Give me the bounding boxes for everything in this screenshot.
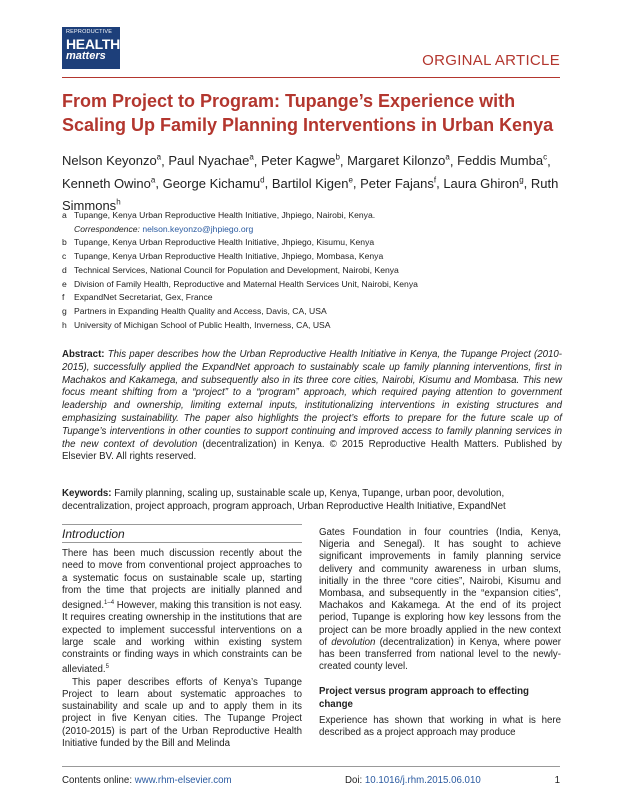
left-column — [62, 524, 302, 750]
author-affiliation-mark: b — [335, 153, 340, 162]
abstract-label: Abstract: — [62, 349, 105, 360]
article-title: From Project to Program: Tupange’s Experience with Scaling Up Family Planning Interventions in Urban Kenya — [62, 91, 554, 135]
author-name: Ruth Simmons$^h$ — [62, 175, 559, 213]
author-name: Margaret Kilonzo$^a$ — [347, 153, 450, 169]
doi-link[interactable]: 10.1016/j.rhm.2015.06.010 — [364, 775, 481, 786]
author-affiliation-mark: a — [156, 153, 162, 162]
affiliation-item: b Tupange, Kenya Urban Reproductive Health Initiative, Jhpiego, Kisumu, Kenya — [62, 237, 375, 248]
section-label: ORGINAL ARTICLE — [422, 52, 560, 69]
author-name: Peter Fajans$^f$ — [360, 175, 437, 191]
affiliation-item: a Tupange, Kenya Urban Reproductive Health Initiative, Jhpiego, Nairobi, Kenya. — [62, 210, 376, 220]
logo-line-3: matters — [66, 49, 106, 62]
author-affiliation-mark: a — [150, 175, 156, 185]
footer-url-link[interactable]: www.rhm-elsevier.com — [134, 775, 232, 786]
footer-contents: Contents online: www.rhm-elsevier.com — [62, 775, 232, 786]
author-name: Nelson Keyonzo$^a$ — [62, 153, 162, 169]
footer-rule — [62, 766, 560, 767]
author-affiliation-mark: f — [433, 175, 437, 185]
intro-paragraph-2: This paper describes efforts of Kenya’s Tupange Project to learn about systematic approaches to sustainability and scale up and to apply them in its project in five Kenyan cities. The Tupange Project (2010-2015) is part of the Urban Reproductive Health Initiative funded by the Bill and Melinda — [62, 676, 302, 749]
affiliations — [62, 209, 562, 332]
author-name: George Kichamu$^d$ — [162, 175, 265, 191]
abstract-tail: (decentralization) in Kenya. © 2015 Reproductive Health Matters. Published by Elsevier BV. All rights reserved. — [62, 438, 563, 463]
footer-doi: Doi: 10.1016/j.rhm.2015.06.010 — [345, 775, 481, 786]
correspondence-email[interactable]: nelson.keyonzo@jhpiego.org — [142, 223, 254, 234]
abstract — [62, 349, 562, 464]
author-affiliation-mark: c — [543, 153, 548, 162]
right-paragraph-1: Gates Foundation in four countries (India, Kenya, Nigeria and Senegal). It has sought to achieve significant improvements in family planning service delivery and community awareness in urban slums, initially in the three “core cities”, Nairobi, Kisumu and Mombasa, and subsequently in the “expansion cities”, Machakos and Kakamega. At the end of its project period, Tupange is exploring how key lessons from the project can be more broadly applied in the new context of devolution (decentralization) in Kenya, where power has been transferred from national level to the newly-created county level. — [319, 527, 561, 673]
journal-logo — [62, 27, 120, 69]
logo-line-1: REPRODUCTIVE — [66, 29, 113, 35]
right-paragraph-2: Experience has shown that working in what is here described as a project approach may produce — [319, 714, 561, 739]
author-name: Peter Kagwe$^b$ — [261, 153, 340, 169]
affiliation-item: g Partners in Expanding Health Quality and Access, Davis, CA, USA — [62, 305, 327, 316]
author-affiliation-mark: d — [260, 175, 265, 185]
author-name: Feddis Mumba$^c$ — [457, 153, 548, 169]
author-name: Kenneth Owino$^a$ — [62, 175, 156, 191]
author-name: Laura Ghiron$^g$ — [443, 175, 524, 191]
author-affiliation-mark: a — [445, 153, 450, 162]
header-rule — [62, 77, 560, 78]
author-affiliation-mark: a — [249, 153, 254, 162]
affiliation-item: e Division of Family Health, Reproductive and Maternal Health Services Unit, Nairobi, Kenya — [62, 278, 418, 289]
keywords-text: Family planning, scaling up, sustainable scale up, Kenya, Tupange, urban poor, devolution, decentralization, project approach, program approach, Urban Reproductive Health Initiative, ExpandNet — [62, 488, 506, 512]
affiliation-item: c Tupange, Kenya Urban Reproductive Health Initiative, Jhpiego, Mombasa, Kenya — [62, 251, 384, 262]
logo-line-2: HEALTH — [66, 35, 120, 52]
affiliation-item: f ExpandNet Secretariat, Gex, France — [62, 292, 213, 303]
keywords-label: Keywords: — [62, 488, 112, 499]
keywords — [62, 488, 562, 514]
affiliation-item: h University of Michigan School of Public Health, Inverness, CA, USA — [62, 319, 331, 330]
author-name: Bartilol Kigen$^e$ — [271, 175, 353, 191]
right-column — [319, 527, 561, 739]
intro-paragraph-1: There has been much discussion recently about the need to move from conventional project approaches to a systematic focus on sustainable scale up, starting from the time that projects are initially planned and designed.$^{1-4}$ However, making this transition is not easy. It requires creating ownership in the institutions that are expected to implement successful interventions on a large scale and working within existing system constraints or finding ways in which constraints can be alleviated.$^5$ — [62, 548, 302, 676]
subheading: Project versus program approach to effecting change — [319, 686, 529, 710]
affiliation-item: d Technical Services, National Council for Population and Development, Nairobi, Kenya — [62, 264, 399, 275]
author-name: Paul Nyachae$^a$ — [168, 153, 254, 169]
author-affiliation-mark: e — [348, 175, 353, 185]
author-list: Nelson Keyonzo$^a$, Paul Nyachae$^a$, Peter Kagwe$^b$, Margaret Kilonzo$^a$, Feddis Mumba$^c$, Kenneth Owino$^a$, George Kichamu$^d$, Bartilol Kigen$^e$, Peter Fajans$^f$, Laura Ghiron$^g$, Ruth Simmons$^h$ — [62, 153, 559, 213]
correspondence: Correspondence: nelson.keyonzo@jhpiego.org — [74, 223, 254, 234]
author-affiliation-mark: g — [519, 175, 524, 185]
author-affiliation-mark: h — [116, 197, 121, 207]
abstract-body: This paper describes how the Urban Reproductive Health Initiative in Kenya, the Tupange Project (2010-2015), successfully applied the ExpandNet approach to sustainably scale up family planning interventions, first in Machakos and Kakamega, and subsequently also in its three core cities, Nairobi, Kisumu and Mombasa. This new focus meant shifting from a “project” to a “program” approach, which required paying attention to government leadership and ownership, limiting external inputs, institutionalizing interventions in existing structures and emphasizing sustainability. The paper also highlights the project’s efforts to prepare for the future scale up of Tupange’s interventions in other counties to support continuing and improved access to family planning services in the new context of devolution — [62, 349, 562, 450]
introduction-heading: Introduction — [62, 524, 302, 543]
page-number: 1 — [554, 775, 560, 786]
